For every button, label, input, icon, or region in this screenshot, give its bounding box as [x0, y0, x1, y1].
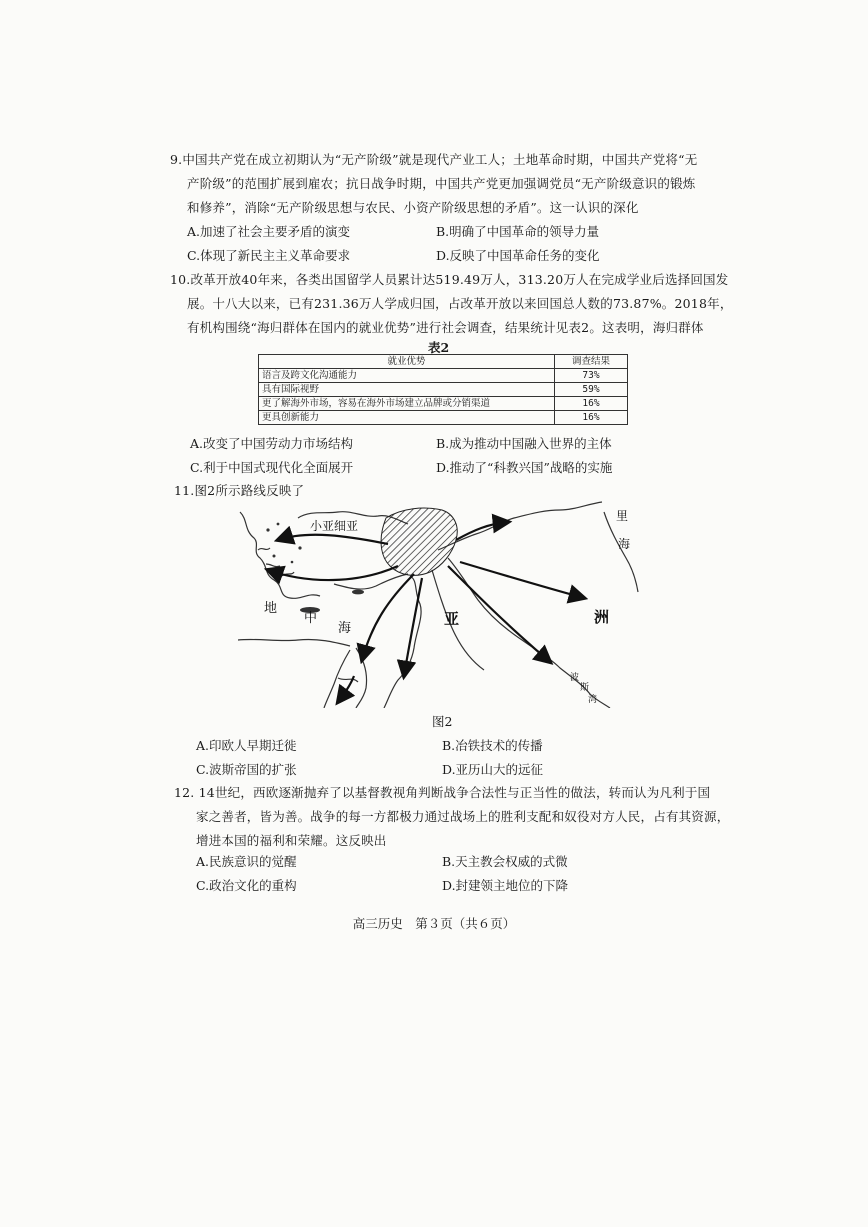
q10-line-2: 展。十八大以来，已有231.36万人学成归国，占改革开放以来回国总人数的73.87%。2018年， [187, 296, 733, 311]
table-row [259, 397, 628, 411]
table-header-row [259, 355, 628, 369]
map-label-zhong: 中 [304, 611, 318, 626]
q9-option-c[interactable]: C.体现了新民主主义革命要求 [187, 248, 351, 263]
employment-advantage-table [258, 354, 628, 425]
map-label-asia-minor: 小亚细亚 [310, 519, 359, 533]
table-header-advantage: 就业优势 [259, 355, 555, 369]
table-cell-result: 16% [555, 397, 628, 411]
map-label-ya: 亚 [444, 610, 460, 628]
islands [266, 523, 364, 613]
map-label-zhou: 洲 [594, 608, 610, 626]
q11-option-a[interactable]: A.印欧人早期迁徙 [196, 738, 297, 753]
map-label-si: 斯 [580, 683, 590, 693]
table-header-result: 调查结果 [555, 355, 628, 369]
q12-option-b[interactable]: B.天主教会权威的式微 [442, 854, 568, 869]
q9-line-1: 9.中国共产党在成立初期认为“无产阶级”就是现代产业工人；土地革命时期，中国共产党将“无 [170, 152, 698, 167]
q12-line-2: 家之善者，皆为善。战争的每一方都极力通过战场上的胜利支配和奴役对方人民，占有其资源， [196, 809, 730, 824]
q11-option-d[interactable]: D.亚历山大的远征 [442, 762, 544, 777]
q12-line-1: 12. 14世纪，西欧逐渐抛弃了以基督教视角判断战争合法性与正当性的做法，转而认为凡利于国 [174, 785, 711, 800]
table-row [259, 383, 628, 397]
table-cell-result: 73% [555, 369, 628, 383]
q12-line-3: 增进本国的福利和荣耀。这反映出 [196, 833, 387, 848]
table-cell-advantage: 更了解海外市场，容易在海外市场建立品牌或分销渠道 [259, 397, 555, 411]
table-cell-result: 16% [555, 411, 628, 425]
table-caption: 表2 [428, 340, 450, 355]
q9-line-2: 产阶级”的范围扩展到雇农；抗日战争时期，中国共产党更加强调党员“无产阶级意识的锻炼 [187, 176, 696, 191]
q10-line-1: 10.改革开放40年来，各类出国留学人员累计达519.49万人，313.20万人在完成学业后选择回国发 [170, 272, 729, 287]
q9-line-3: 和修养”，消除“无产阶级思想与农民、小资产阶级思想的矛盾”。这一认识的深化 [187, 200, 639, 215]
map-label-hai-med: 海 [338, 621, 352, 636]
q10-option-a[interactable]: A.改变了中国劳动力市场结构 [190, 436, 354, 451]
q9-option-d[interactable]: D.反映了中国革命任务的变化 [436, 248, 600, 263]
q9-option-a[interactable]: A.加速了社会主要矛盾的演变 [187, 224, 351, 239]
q10-option-c[interactable]: C.利于中国式现代化全面展开 [190, 460, 354, 475]
q12-option-a[interactable]: A.民族意识的觉醒 [196, 854, 297, 869]
q11-option-c[interactable]: C.波斯帝国的扩张 [196, 762, 297, 777]
table-cell-advantage: 更具创新能力 [259, 411, 555, 425]
map-label-di: 地 [264, 601, 278, 616]
q9-option-b[interactable]: B.明确了中国革命的领导力量 [436, 224, 600, 239]
origin-region-hatched [381, 508, 457, 575]
map-label-bo: 波 [570, 673, 580, 683]
q10-option-b[interactable]: B.成为推动中国融入世界的主体 [436, 436, 612, 451]
q10-line-3: 有机构围绕“海归群体在国内的就业优势”进行社会调查，结果统计见表2。这表明，海归群体 [187, 320, 704, 335]
q12-option-c[interactable]: C.政治文化的重构 [196, 878, 297, 893]
q10-option-d[interactable]: D.推动了“科教兴国”战略的实施 [436, 460, 613, 475]
table-row [259, 369, 628, 383]
table-row [259, 411, 628, 425]
table-cell-advantage: 语言及跨文化沟通能力 [259, 369, 555, 383]
page-footer: 高三历史 第３页（共６页） [352, 916, 516, 931]
table-cell-advantage: 具有国际视野 [259, 383, 555, 397]
map-label-hai-caspian: 海 [618, 537, 631, 551]
figure-caption: 图2 [432, 714, 453, 729]
table-cell-result: 59% [555, 383, 628, 397]
map-label-li: 里 [616, 509, 629, 523]
q11-stem: 11.图2所示路线反映了 [174, 483, 305, 498]
route-map [238, 500, 640, 708]
q12-option-d[interactable]: D.封建领主地位的下降 [442, 878, 569, 893]
map-label-wan: 湾 [588, 695, 598, 705]
q11-option-b[interactable]: B.冶铁技术的传播 [442, 738, 543, 753]
